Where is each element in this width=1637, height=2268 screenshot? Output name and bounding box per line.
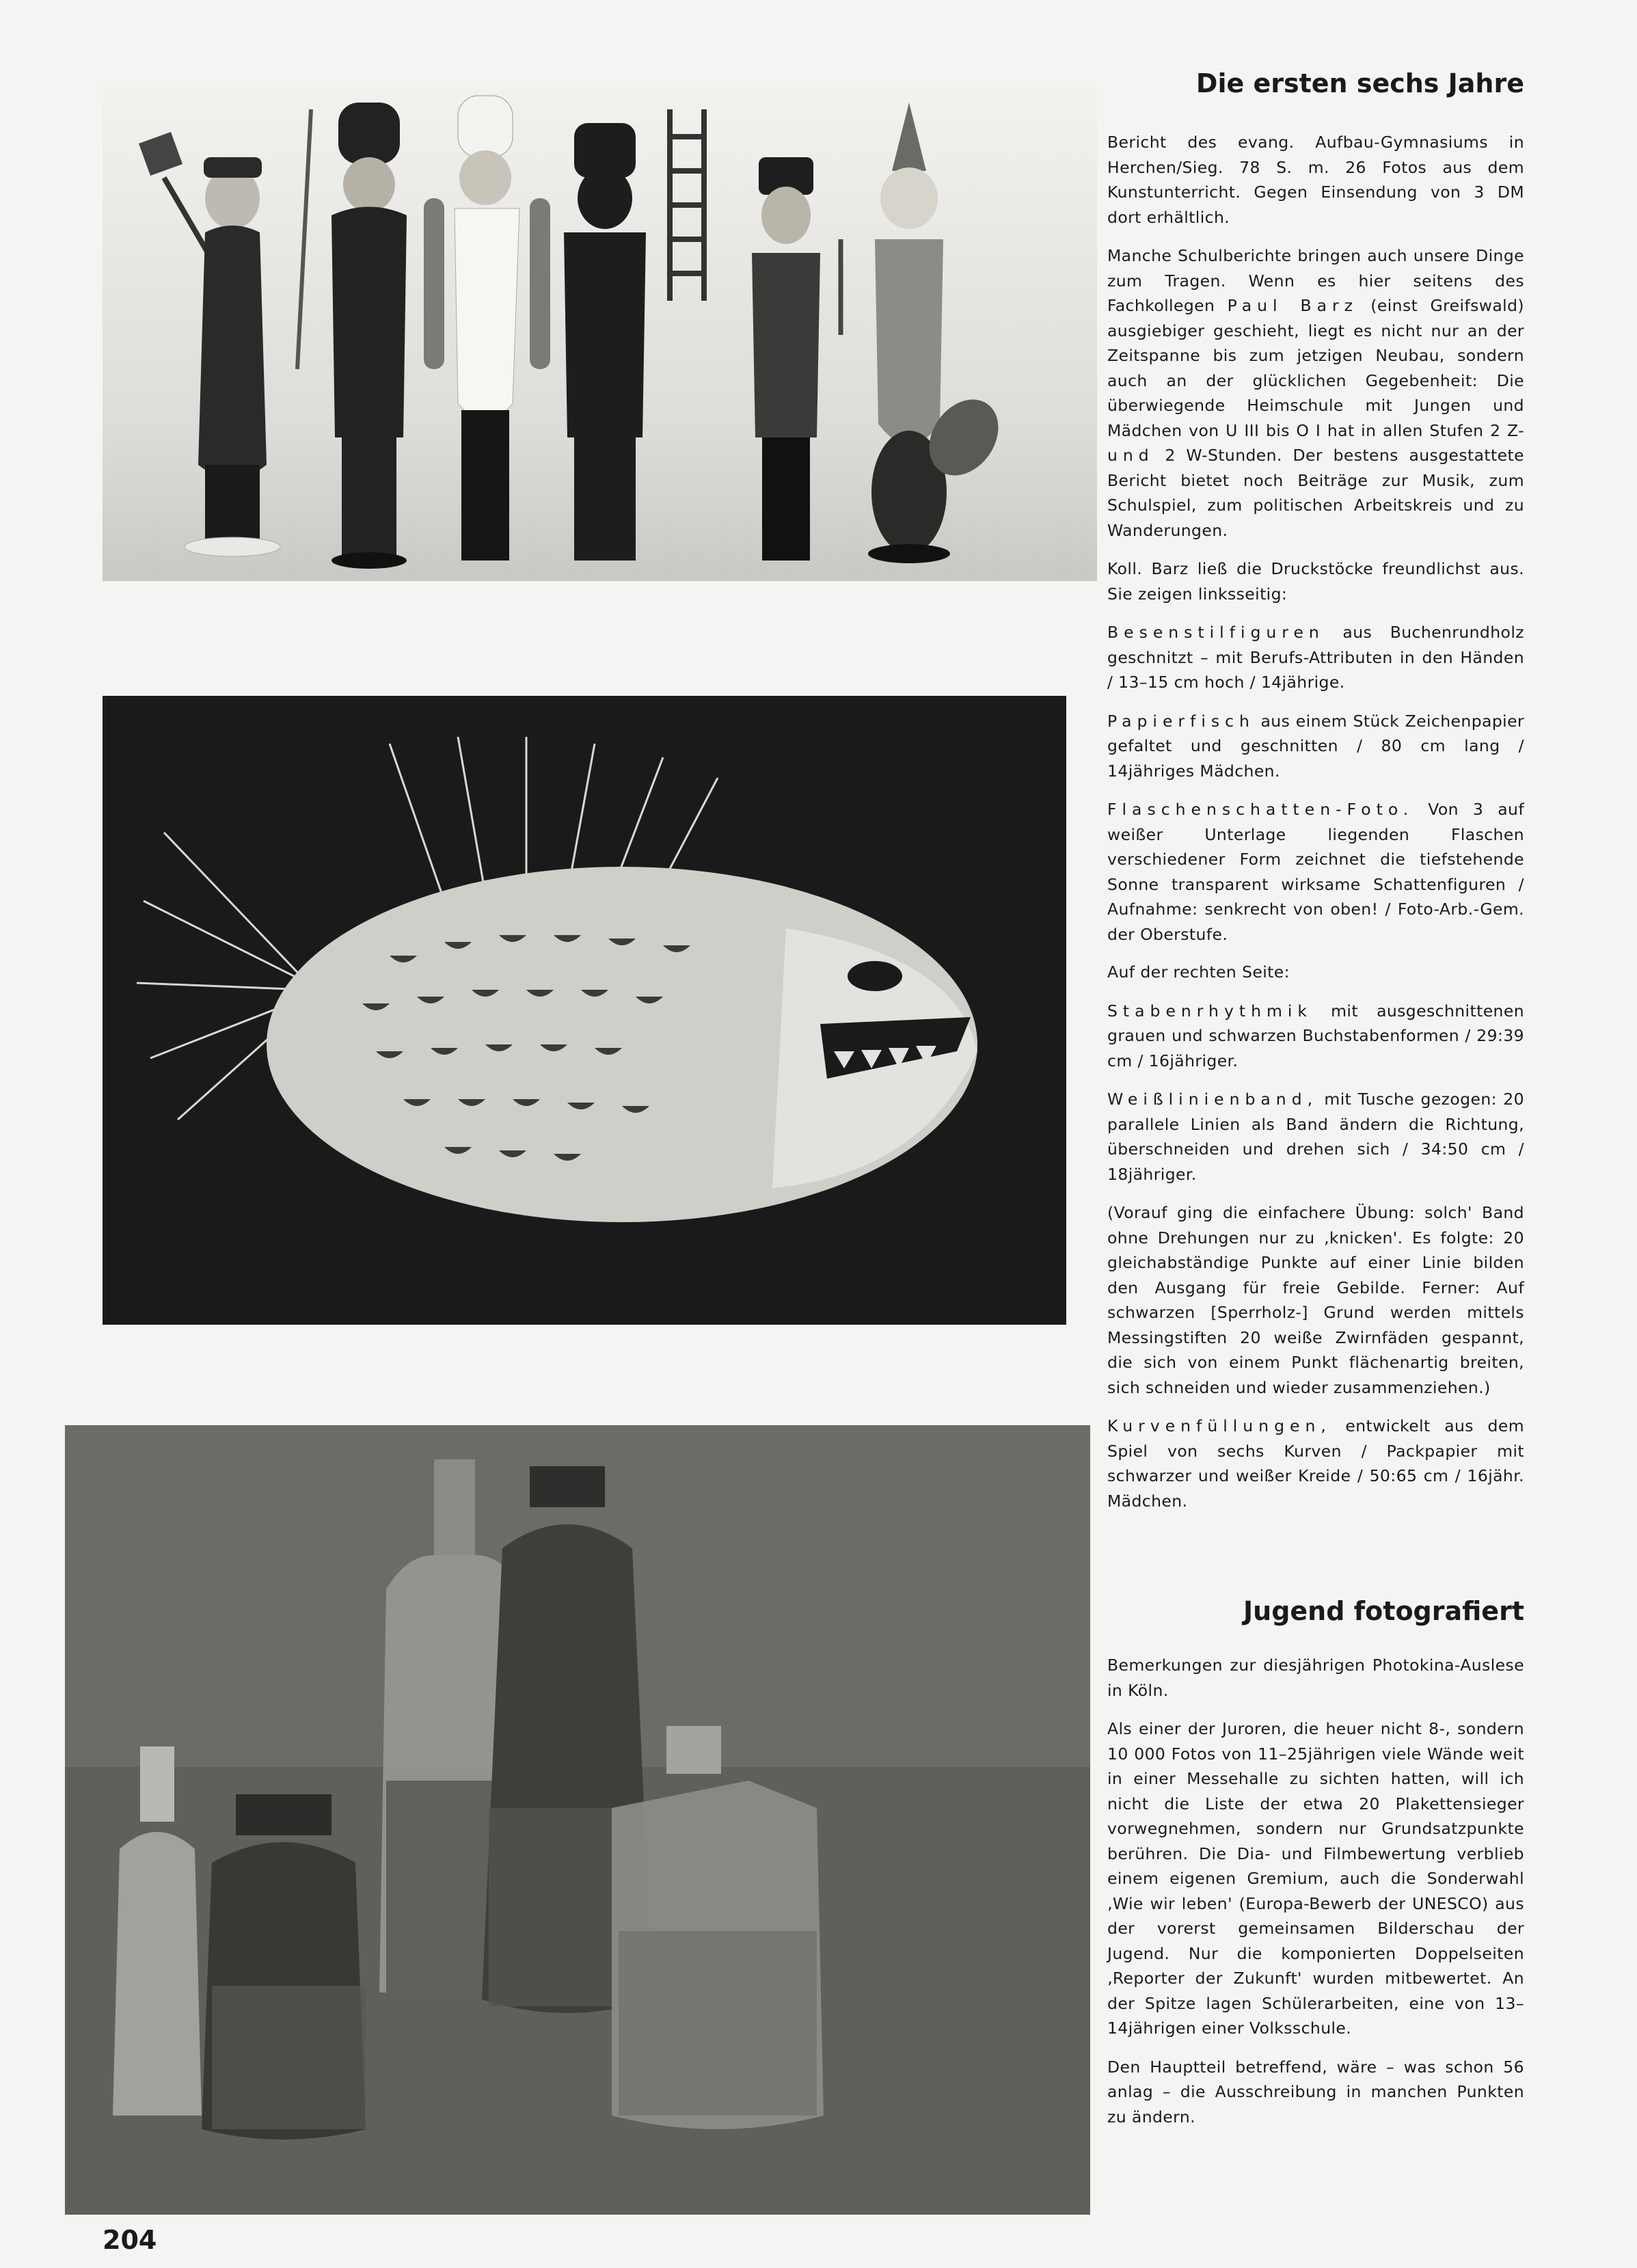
paragraph-text: Manche Schulberichte bringen auch unsere Dinge zum Tragen. Wenn es hier seitens des Fachkollegen — [1107, 246, 1524, 315]
paragraph-text: (einst Greifswald) ausgiebiger geschieht, liegt es nicht nur an der Zeitspanne bis zum jetzigen Neubau, sondern auch an der glücklichen Gegebenheit: Die überwiegende Heimschule mit Jungen und Mädchen von U III bis O I hat in allen Stufen 2 Z- — [1107, 296, 1524, 440]
article-text-column-1 — [1107, 130, 1524, 960]
caption-text: aus einem Stück Zeichenpapier gefaltet und geschnitten / 80 cm lang / 14jähriges Mädchen. — [1107, 711, 1524, 781]
article-text-column-3 — [1107, 1653, 1524, 2143]
article-paragraph: Den Hauptteil betreffend, wäre – was schon 56 anlag – die Ausschreibung in manchen Punkten zu ändern. — [1107, 2057, 1524, 2127]
caption-note: (Vorauf ging die einfachere Übung: solch' Band ohne Drehungen nur zu ‚knicken'. Es folgte: 20 gleichabständige Punkte auf einer Linie bilden den Ausgang für freie Gebilde. Ferner: Auf schwarzen [Sperrholz-] Grund werden mittels Messingstiften 20 weiße Zwirnfäden gespannt, die sich von einem Punkt flächenartig breiten, sich schneiden und wieder zusammenziehen.) — [1107, 1203, 1524, 1397]
caption-kurvenfuellungen — [1107, 1414, 1524, 1513]
caption-stabenrhythmik — [1107, 999, 1524, 1074]
paragraph-emphasis: und — [1107, 446, 1154, 465]
caption-flaschenschatten — [1107, 797, 1524, 947]
caption-papierfisch — [1107, 709, 1524, 784]
caption-term: Flaschenschatten-Foto. — [1107, 800, 1414, 819]
caption-weisslinienband — [1107, 1087, 1524, 1187]
photo-paper-fish — [103, 696, 1066, 1325]
right-side-label: Auf der rechten Seite: — [1107, 962, 1290, 982]
article-title-jugend-fotografiert: Jugend fotografiert — [1243, 1596, 1524, 1626]
caption-term: Papierfisch — [1107, 711, 1255, 731]
caption-text: Von 3 auf weißer Unterlage liegenden Flaschen verschiedener Form zeichnet die tiefstehende Sonne transparent wirksame Schattenfiguren / Aufnahme: senkrecht von oben! / Foto-Arb.-Gem. der Oberstufe. — [1107, 800, 1524, 944]
author-name: Paul Barz — [1227, 296, 1358, 315]
article-paragraph: Als einer der Juroren, die heuer nicht 8-, sondern 10 000 Fotos von 11–25jährigen viele Wände weit in einer Messehalle zu sichten hatten, will ich nicht die Liste der etwa 20 Plakettensieger vorwegnehmen, sondern nur Grundsatzpunkte berühren. Die Dia- und Filmbewertung verblieb einem eigenen Gremium, auch die Sonderwahl ‚Wie wir leben' (Europa-Bewerb der UNESCO) aus der vorerst gemeinsamen Bilderschau der Jugend. Nur die komponierten Doppelseiten ‚Reporter der Zukunft' wurden mitbewertet. An der Spitze lagen Schülerarbeiten, eine von 13–14jährigen einer Volksschule. — [1107, 1719, 1524, 2038]
caption-text: aus Buchenrundholz geschnitzt – mit Berufs-Attributen in den Händen / 13–15 cm hoch / 14jährige. — [1107, 623, 1524, 692]
caption-text: entwickelt aus dem Spiel von sechs Kurven / Packpapier mit schwarzer und weißer Kreide / 50:65 cm / 16jähr. Mädchen. — [1107, 1416, 1524, 1511]
caption-term: Kurvenfüllungen, — [1107, 1416, 1331, 1435]
caption-besenstilfiguren — [1107, 620, 1524, 695]
caption-text: mit ausgeschnittenen grauen und schwarzen Buchstabenformen / 29:39 cm / 16jähriger. — [1107, 1001, 1524, 1070]
caption-term: Besenstilfiguren — [1107, 623, 1325, 642]
caption-term: Weißlinienband, — [1107, 1090, 1318, 1109]
article-intro: Bericht des evang. Aufbau-Gymnasiums in Herchen/Sieg. 78 S. m. 26 Fotos aus dem Kunstunterricht. Gegen Einsendung von 3 DM dort erhältlich. — [1107, 133, 1524, 227]
paragraph-text: 2 W-Stunden. Der bestens ausgestattete Bericht bietet noch Beiträge zur Musik, zum Schulspiel, zum politischen Arbeitskreis und zu Wanderungen. — [1107, 446, 1524, 540]
photo-bottle-shadows — [65, 1425, 1090, 2215]
article-paragraph: Koll. Barz ließ die Druckstöcke freundlichst aus. Sie zeigen linksseitig: — [1107, 559, 1524, 604]
article-intro: Bemerkungen zur diesjährigen Photokina-Auslese in Köln. — [1107, 1656, 1524, 1700]
article-text-column-2 — [1107, 960, 1524, 1527]
caption-text: mit Tusche gezogen: 20 parallele Linien als Band ändern die Richtung, überschneiden und drehen sich / 34:50 cm / 18jähriger. — [1107, 1090, 1524, 1184]
article-paragraph — [1107, 243, 1524, 543]
caption-term: Stabenrhythmik — [1107, 1001, 1312, 1021]
article-title-ersten-sechs-jahre: Die ersten sechs Jahre — [1195, 68, 1524, 98]
page-number: 204 — [103, 2225, 157, 2255]
photo-wooden-figures — [103, 82, 1097, 581]
